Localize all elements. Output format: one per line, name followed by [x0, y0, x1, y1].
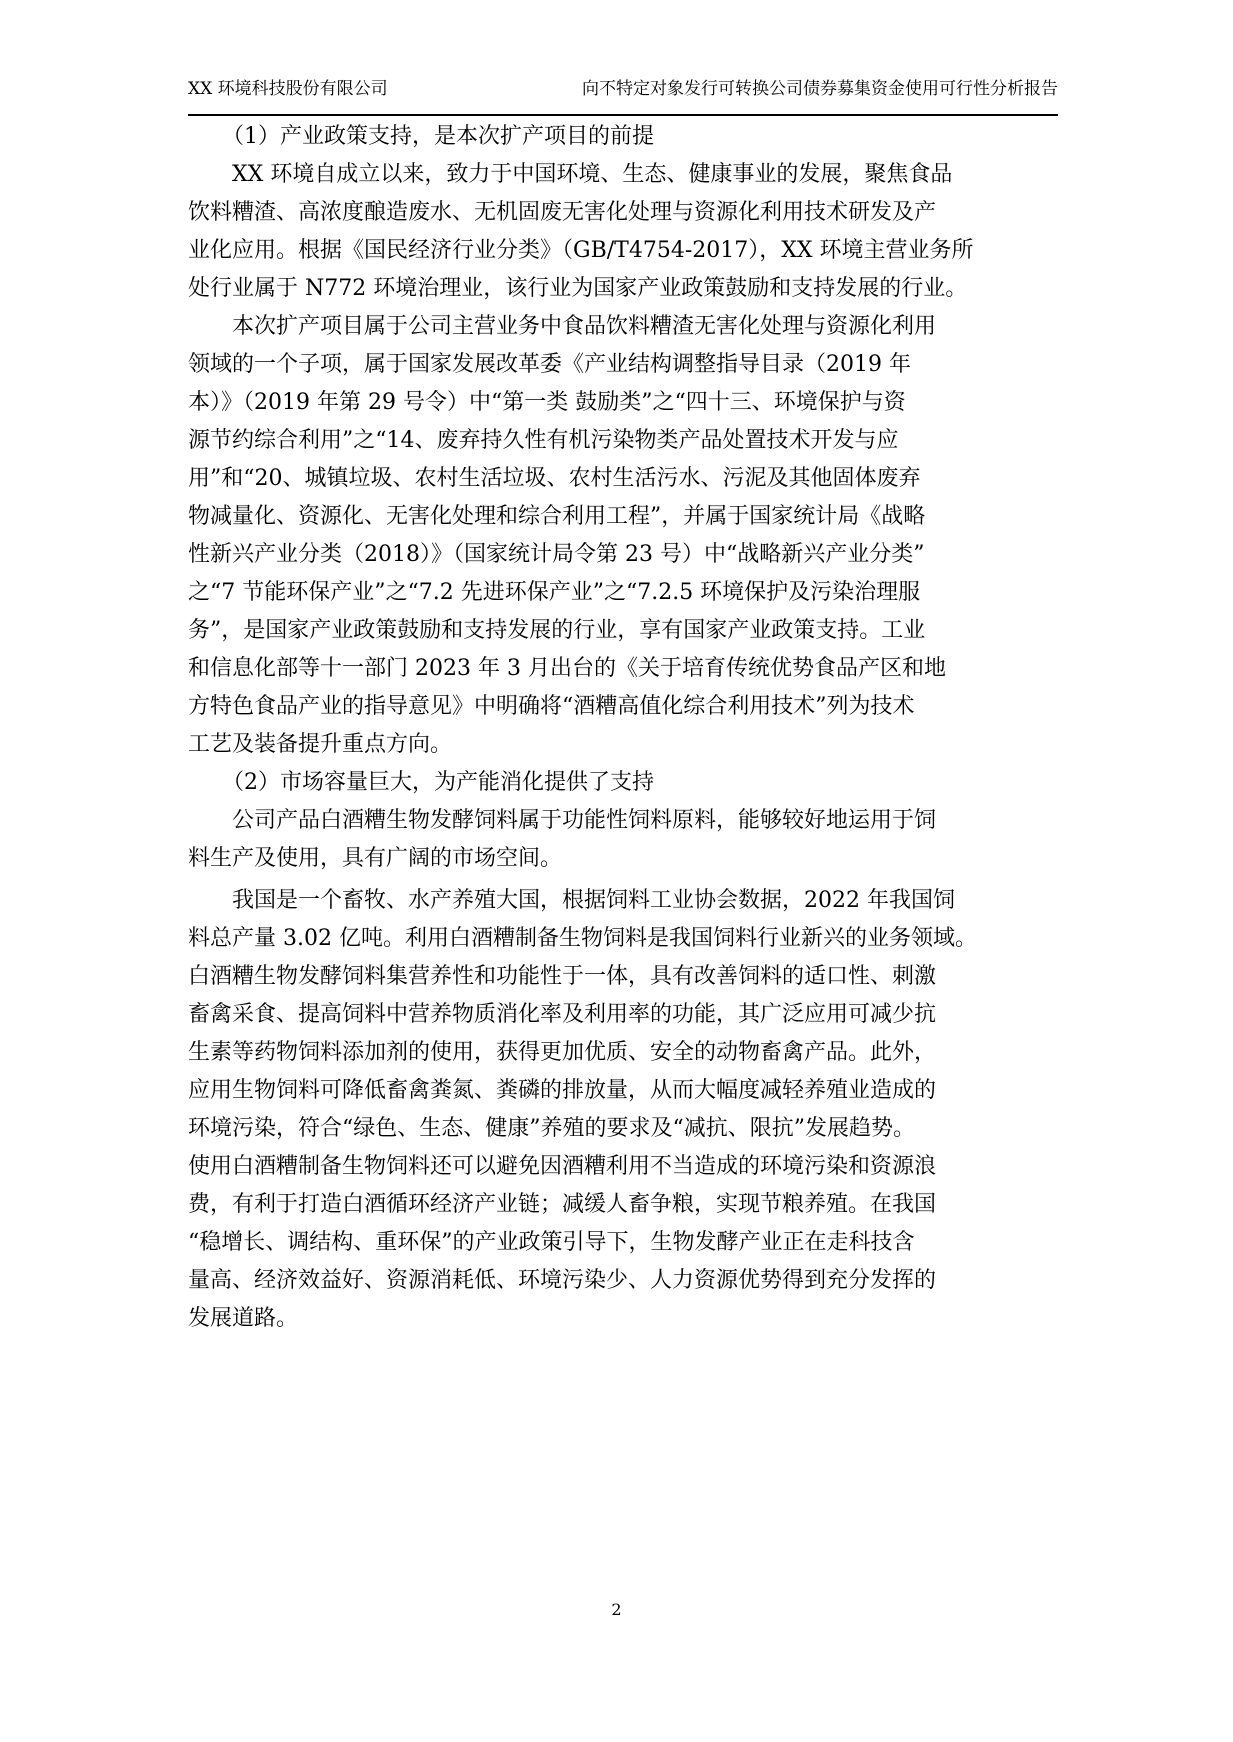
paragraph-2	[188, 308, 1066, 764]
text-line: 本次扩产项目属于公司主营业务中食品饮料糟渣无害化处理与资源化利用	[232, 314, 937, 339]
header-report-title: 向不特定对象发行可转换公司债券募集资金使用可行性分析报告	[582, 79, 1058, 99]
page-header	[188, 66, 1058, 116]
text-line: 性新兴产业分类（2018）》（国家统计局令第 23 号）中“战略新兴产业分类”	[188, 542, 925, 567]
text-line: 费，有利于打造白酒循环经济产业链；减缓人畜争粮，实现节粮养殖。在我国	[188, 1192, 937, 1217]
text-line: 应用生物饲料可降低畜禽粪氮、粪磷的排放量，从而大幅度减轻养殖业造成的	[188, 1078, 937, 1103]
paragraph-1	[188, 156, 1066, 308]
header-company: XX 环境科技股份有限公司	[188, 79, 388, 99]
text-line: 本）》（2019 年第 29 号令）中“第一类 鼓励类”之“四十三、环境保护与资	[188, 390, 906, 415]
document-body	[188, 118, 1066, 1338]
text-line: 物减量化、资源化、无害化处理和综合利用工程”，并属于国家统计局《战略	[188, 504, 926, 529]
text-line: 工艺及装备提升重点方向。	[188, 732, 453, 757]
text-line: XX 环境自成立以来，致力于中国环境、生态、健康事业的发展，聚焦食品	[232, 162, 953, 187]
text-line: 环境污染，符合“绿色、生态、健康”养殖的要求及“减抗、限抗”发展趋势。	[188, 1116, 915, 1141]
text-line: 方特色食品产业的指导意见》中明确将“酒糟高值化综合利用技术”列为技术	[188, 694, 915, 719]
text-line: 畜禽采食、提高饲料中营养物质消化率及利用率的功能，其广泛应用可减少抗	[188, 1002, 937, 1027]
text-line: 用”和“20、城镇垃圾、农村生活垃圾、农村生活污水、污泥及其他固体废弃	[188, 466, 921, 491]
text-line: 处行业属于 N772 环境治理业，该行业为国家产业政策鼓励和支持发展的行业。	[188, 276, 968, 301]
text-line: 白酒糟生物发酵饲料集营养性和功能性于一体，具有改善饲料的适口性、刺激	[188, 964, 937, 989]
paragraph-3	[188, 802, 1066, 878]
text-line: 料总产量 3.02 亿吨。利用白酒糟制备生物饲料是我国饲料行业新兴的业务领域。	[188, 926, 977, 951]
text-line: 量高、经济效益好、资源消耗低、环境污染少、人力资源优势得到充分发挥的	[188, 1268, 937, 1293]
text-line: 业化应用。根据《国民经济行业分类》（GB/T4754-2017），XX 环境主营业务所	[188, 238, 974, 263]
text-line: 料生产及使用，具有广阔的市场空间。	[188, 846, 563, 871]
text-line: 之“7 节能环保产业”之“7.2 先进环保产业”之“7.2.5 环境保护及污染治理服	[188, 580, 921, 605]
text-line: 务”，是国家产业政策鼓励和支持发展的行业，享有国家产业政策支持。工业	[188, 618, 926, 643]
text-line: 饮料糟渣、高浓度酿造废水、无机固废无害化处理与资源化利用技术研发及产	[188, 200, 937, 225]
text-line: 使用白酒糟制备生物饲料还可以避免因酒糟利用不当造成的环境污染和资源浪	[188, 1154, 937, 1179]
text-line: 和信息化部等十一部门 2023 年 3 月出台的《关于培育传统优势食品产区和地	[188, 656, 946, 681]
section-heading-1: （1）产业政策支持，是本次扩产项目的前提	[222, 124, 654, 149]
text-line: “稳增长、调结构、重环保”的产业政策引导下，生物发酵产业正在走科技含	[188, 1230, 915, 1255]
text-line: 领域的一个子项，属于国家发展改革委《产业结构调整指导目录（2019 年	[188, 352, 911, 377]
page-number: 2	[611, 1600, 622, 1619]
text-line: 发展道路。	[188, 1306, 299, 1331]
text-line: 公司产品白酒糟生物发酵饲料属于功能性饲料原料，能够较好地运用于饲	[232, 808, 937, 833]
text-line: 源节约综合利用”之“14、废弃持久性有机污染物类产品处置技术开发与应	[188, 428, 899, 453]
section-heading-2: （2）市场容量巨大，为产能消化提供了支持	[222, 770, 654, 795]
text-line: 我国是一个畜牧、水产养殖大国，根据饲料工业协会数据，2022 年我国饲	[232, 888, 955, 913]
paragraph-4	[188, 882, 1066, 1338]
text-line: 生素等药物饲料添加剂的使用，获得更加优质、安全的动物畜禽产品。此外，	[188, 1040, 937, 1065]
